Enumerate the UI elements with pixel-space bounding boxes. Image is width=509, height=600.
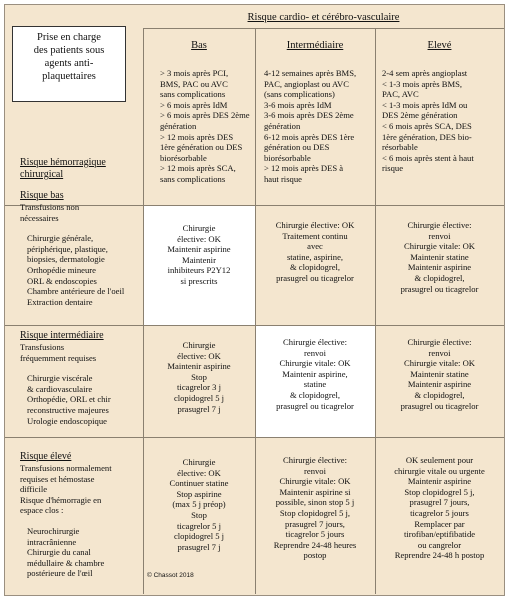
cell-line: ticagrelor 5 jours	[285, 529, 345, 540]
cell-line: statine	[303, 379, 327, 390]
title-box	[12, 26, 126, 102]
criteria-line: 6-12 mois après DES 1ère	[264, 131, 355, 142]
row-item-line: Orthopédie mineure	[27, 264, 96, 275]
grid-hline-3	[5, 437, 504, 438]
cell-line: prasugrel 7 jours,	[285, 518, 345, 529]
criteria-line: > 6 mois après DES 2ème	[160, 110, 250, 121]
criteria-line: > 6 mois après IdM	[160, 99, 228, 110]
criteria-line: DES 2ème génération	[382, 110, 458, 121]
criteria-line: > 3 mois après PCI,	[160, 68, 229, 78]
row-item-line: & cardiovasculaire	[27, 383, 93, 394]
criteria-line: PAC, AVC	[382, 89, 419, 100]
row-intro-line: Risque d'hémorragie en	[20, 494, 102, 505]
cell-line: OK seulement pour	[405, 455, 474, 465]
criteria-line: < 1-3 mois après IdM ou	[382, 99, 468, 110]
cell-row2-bas	[143, 340, 255, 414]
row-item-line: postérieure de l'œil	[27, 568, 93, 579]
criteria-line: biorésorbable	[264, 152, 311, 163]
cell-line: ticagrelor 5 jours	[410, 507, 469, 518]
row-items	[20, 526, 142, 579]
risk-hemorrhagic-header	[20, 157, 142, 181]
criteria-line: < 6 mois après stent à haut	[382, 152, 474, 163]
row-title: Risque intermédiaire	[20, 330, 104, 341]
row-item-line: intracrânienne	[27, 536, 77, 547]
cell-line: élective: OK	[177, 233, 221, 244]
row-intro-line: Transfusions	[20, 342, 65, 352]
row-intro-line: Transfusions non	[20, 202, 80, 212]
criteria-line: sans complications	[160, 89, 226, 100]
cell-line: renvoi	[304, 465, 326, 476]
criteria-line: 3-6 mois après DES 2ème	[264, 110, 354, 121]
row-item-line: reconstructive majeures	[27, 404, 109, 415]
cell-line: & clopidogrel,	[289, 262, 341, 273]
criteria-line: < 1-3 mois après BMS,	[382, 78, 463, 89]
cell-line: ticagrelor 5 j	[177, 520, 221, 531]
criteria-line: < 6 mois après SCA, DES	[382, 120, 472, 131]
cell-line: Chirurgie	[182, 223, 216, 233]
row-intro-line: difficile	[20, 484, 48, 495]
cell-line: renvoi	[428, 347, 451, 358]
cell-line: prasugrel 7 j	[177, 541, 221, 552]
cell-line: possible, sinon stop 5 j	[275, 497, 355, 508]
cell-line: Chirurgie vitale: OK	[404, 358, 475, 369]
cell-line: Traitement continu	[282, 230, 348, 241]
cell-line: Chirurgie	[182, 340, 216, 350]
row-item-line: périphérique, plastique,	[27, 243, 108, 254]
row-item-line: Extraction dentaire	[27, 296, 93, 307]
criteria-line: génération	[264, 120, 301, 131]
row-intro	[20, 202, 142, 223]
row-item-line: biopsies, dermatologie	[27, 254, 105, 265]
copyright: © Chassot 2018	[147, 572, 194, 579]
criteria-intermediaire	[264, 68, 374, 185]
grid-hline-2	[5, 325, 504, 326]
cell-line: Reprendre 24-48 heures	[273, 539, 357, 550]
criteria-line: risque	[382, 163, 404, 174]
cell-line: Continuer statine	[169, 478, 229, 489]
cell-line: clopidogrel 5 j	[173, 531, 225, 542]
cell-row1-intermediaire	[255, 220, 375, 284]
cell-line: chirurgie vitale ou urgente	[394, 465, 485, 476]
cell-line: Maintenir statine	[410, 368, 469, 379]
cell-line: Maintenir aspirine	[167, 361, 231, 372]
cell-line: renvoi	[304, 347, 326, 358]
cell-line: & clopidogrel,	[414, 272, 465, 283]
criteria-line: 1ère génération, DES bio-	[382, 131, 472, 142]
row-label-eleve	[20, 451, 142, 579]
criteria-line: sans complications	[160, 173, 226, 184]
criteria-line: biorésorbable	[160, 152, 207, 163]
cell-line: prasugrel ou ticagrelor	[400, 400, 479, 411]
row-item-line: médullaire & chambre	[27, 557, 105, 568]
row-item-line: Neurochirurgie	[27, 525, 80, 536]
col-header-intermediaire: Intermédiaire	[286, 40, 344, 51]
cell-line: Maintenir aspirine	[407, 476, 472, 487]
row-intro-line: Transfusions normalement	[20, 463, 112, 473]
cell-row2-eleve	[375, 337, 504, 411]
row-label-bas	[20, 190, 142, 307]
criteria-line: 2-4 sem après angioplast	[382, 68, 468, 78]
row-item-line: Chambre antérieure de l'oeil	[27, 286, 125, 297]
cell-line: ou cangrelor	[417, 539, 462, 550]
row-title: Risque bas	[20, 190, 64, 201]
cell-line: prasugrel 7 jours,	[409, 497, 470, 508]
row-intro-line: nécessaires	[20, 212, 59, 223]
cell-line: Stop clopidogrel 5 j,	[404, 486, 475, 497]
criteria-eleve	[382, 68, 502, 174]
cell-line: renvoi	[428, 230, 451, 241]
cell-line: Stop	[191, 371, 207, 382]
row-item-line: Urologie endoscopique	[27, 415, 107, 426]
risk-header-line: Risque hémorragique	[20, 157, 106, 168]
cell-line: élective: OK	[177, 467, 221, 478]
criteria-line: haut risque	[264, 173, 302, 184]
row-intro-line: fréquemment requises	[20, 352, 97, 363]
criteria-line: > 12 mois après DES à	[264, 163, 344, 174]
cell-line: Stop clopidogrel 5 j,	[279, 507, 351, 518]
cell-row3-eleve	[375, 455, 504, 561]
cell-line: si prescrits	[180, 275, 218, 286]
criteria-line: > 12 mois après DES	[160, 131, 234, 142]
cell-line: Reprendre 24-48 h postop	[394, 550, 485, 561]
cell-line: Maintenir aspirine	[167, 244, 231, 255]
row-item-line: Orthopédie, ORL et chir	[27, 394, 111, 405]
row-intro-line: requises et hémostase	[20, 473, 95, 484]
cell-row1-bas	[143, 223, 255, 287]
cell-line: Maintenir	[182, 254, 216, 265]
cell-line: Chirurgie élective: OK	[275, 220, 355, 230]
criteria-line: > 12 mois après SCA,	[160, 163, 236, 174]
criteria-line: résorbable	[382, 142, 418, 153]
cell-line: Maintenir aspirine si	[279, 486, 351, 497]
cell-line: prasugrel ou ticagrelor	[400, 283, 479, 294]
cell-line: avec	[307, 241, 323, 252]
cell-line: Remplacer par	[414, 518, 465, 529]
criteria-line: 3-6 mois après IdM	[264, 99, 332, 110]
row-item-line: Chirurgie viscérale	[27, 373, 93, 384]
row-item-line: Chirurgie générale,	[27, 233, 94, 244]
row-label-intermediaire	[20, 330, 142, 426]
cell-line: Chirurgie	[182, 457, 216, 467]
cell-line: Chirurgie élective:	[407, 220, 472, 230]
criteria-line: génération	[160, 120, 197, 131]
col-header-bas: Bas	[191, 40, 207, 51]
cell-line: (max 5 j préop)	[172, 499, 226, 510]
cell-line: Chirurgie vitale: OK	[279, 476, 351, 487]
criteria-line: génération ou DES	[264, 142, 330, 153]
cell-line: Chirurgie vitale: OK	[279, 358, 351, 369]
criteria-line: 4-12 semaines après BMS,	[264, 68, 357, 78]
cell-line: Chirurgie élective:	[282, 455, 348, 465]
cell-line: prasugrel ou ticagrelor	[276, 272, 354, 283]
cell-row2-intermediaire	[255, 337, 375, 411]
title-line: agents anti-	[44, 58, 94, 69]
cell-line: Stop aspirine	[176, 488, 222, 499]
cell-row3-bas	[143, 457, 255, 552]
row-intro-line: espace clos :	[20, 505, 64, 516]
cell-line: Stop	[191, 509, 207, 520]
title-line: Prise en charge	[37, 32, 101, 43]
cell-row3-intermediaire	[255, 455, 375, 561]
cell-line: clopidogrel 5 j	[173, 392, 225, 403]
cell-line: tirofiban/eptifibatide	[403, 529, 476, 540]
title-line: des patients sous	[33, 45, 105, 56]
cell-line: Maintenir aspirine	[407, 262, 472, 273]
cell-line: prasugrel ou ticagrelor	[276, 400, 354, 411]
criteria-line: PAC, angioplast ou AVC	[264, 78, 350, 89]
cell-line: Chirurgie élective:	[407, 337, 472, 347]
row-items	[20, 373, 142, 426]
cell-line: Maintenir aspirine	[407, 379, 472, 390]
row-items	[20, 233, 142, 307]
row-intro	[20, 463, 142, 516]
header-cardio-risk: Risque cardio- et cérébro-vasculaire	[247, 12, 400, 23]
risk-header-line: chirurgical	[20, 169, 64, 180]
row-item-line: ORL & endoscopies	[27, 275, 97, 286]
cell-row1-eleve	[375, 220, 504, 294]
cell-line: & clopidogrel,	[414, 389, 465, 400]
cell-line: élective: OK	[177, 350, 221, 361]
criteria-line: BMS, PAC ou AVC	[160, 78, 228, 89]
row-intro	[20, 342, 142, 363]
cell-line: Chirurgie vitale: OK	[404, 241, 475, 252]
cell-line: Maintenir statine	[410, 251, 469, 262]
cell-line: & clopidogrel,	[289, 389, 341, 400]
row-item-line: Chirurgie du canal	[27, 547, 91, 558]
cell-line: ticagrelor 3 j	[177, 382, 221, 393]
criteria-bas	[160, 68, 253, 185]
cell-line: postop	[303, 550, 327, 561]
cell-line: prasugrel 7 j	[177, 403, 221, 414]
cell-line: Chirurgie élective:	[282, 337, 348, 347]
criteria-line: 1ère génération ou DES	[160, 142, 243, 153]
title-line: plaquettaires	[42, 71, 96, 82]
cell-line: statine, aspirine,	[286, 251, 344, 262]
cell-line: Maintenir aspirine,	[282, 368, 348, 379]
row-title: Risque élevé	[20, 451, 72, 462]
grid-hline-header	[143, 28, 504, 29]
criteria-line: (sans complications)	[264, 89, 335, 100]
cell-line: inhibiteurs P2Y12	[167, 265, 231, 276]
col-header-eleve: Elevé	[427, 40, 452, 51]
